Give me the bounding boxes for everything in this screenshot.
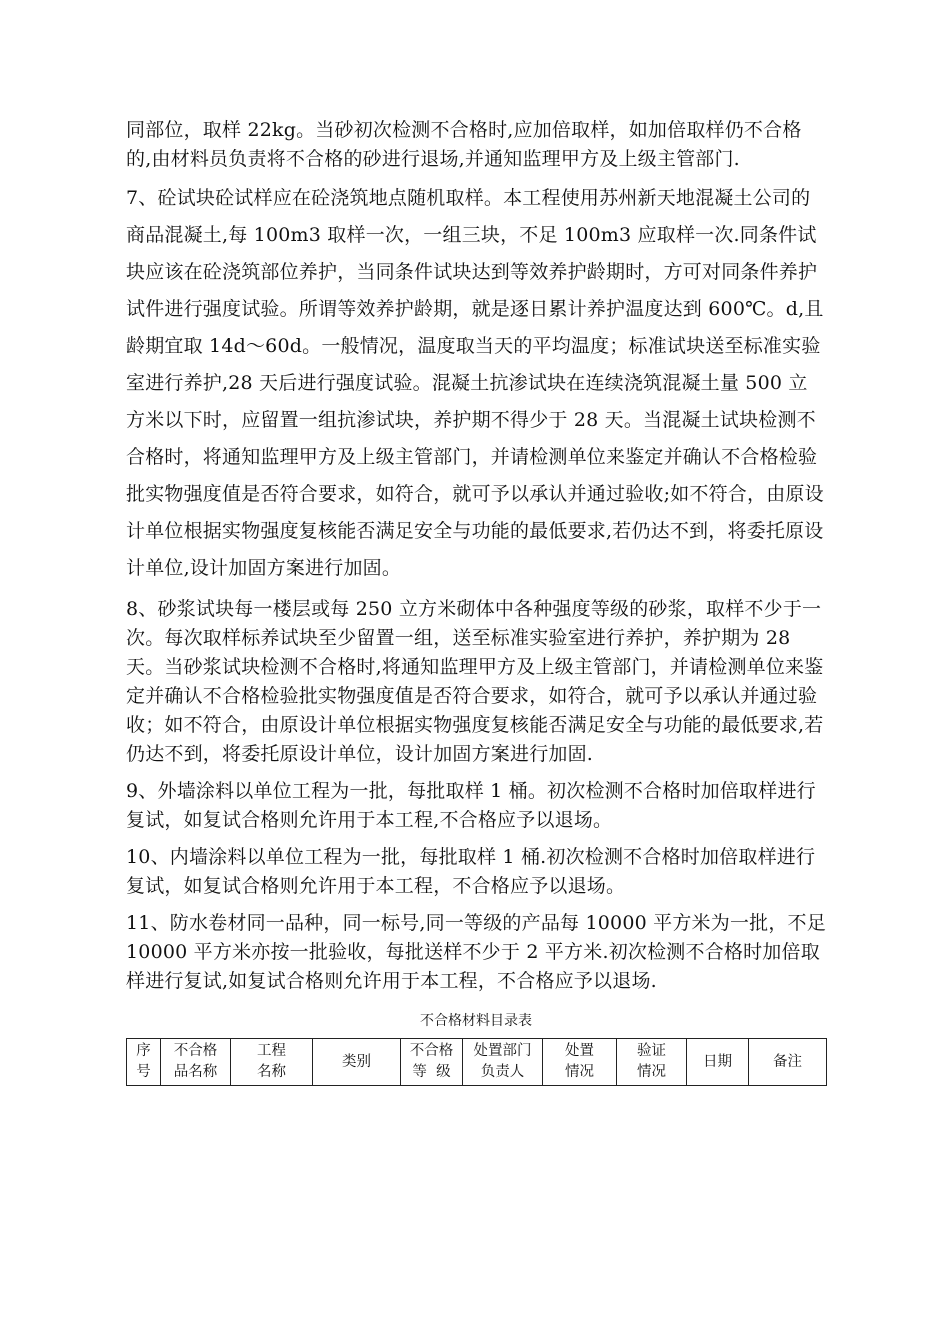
header-date: 日期 (687, 1039, 749, 1086)
header-disposal-status: 处置 情况 (543, 1039, 617, 1086)
header-nonconformity-grade: 不合格 等 级 (401, 1039, 463, 1086)
table-caption: 不合格材料目录表 (420, 1013, 532, 1029)
header-verification-status: 验证 情况 (617, 1039, 687, 1086)
paragraph-interior-paint: 10、内墙涂料以单位工程为一批，每批取样 1 桶.初次检测不合格时加倍取样进行复试，如复试合格则允许用于本工程，不合格应予以退场。 (126, 846, 816, 897)
document-page (126, 116, 826, 1086)
header-nonconforming-item-name: 不合格 品名称 (161, 1039, 231, 1086)
nonconforming-material-table (126, 1038, 827, 1086)
header-category: 类别 (313, 1039, 401, 1086)
paragraph-sand-sampling: 同部位，取样 22kg。当砂初次检测不合格时,应加倍取样，如加倍取样仍不合格的,由材料员负责将不合格的砂进行退场,并通知监理甲方及上级主管部门. (126, 119, 802, 170)
header-remarks: 备注 (749, 1039, 827, 1086)
paragraph-waterproof-membrane: 11、防水卷材同一品种，同一标号,同一等级的产品每 10000 平方米为一批，不足 10000 平方米亦按一批验收，每批送样不少于 2 平方米.初次检测不合格时加倍取样进行复试,如复试合格则允许用于本工程，不合格应予以退场. (126, 912, 826, 992)
header-project-name: 工程 名称 (231, 1039, 313, 1086)
header-disposal-department: 处置部门 负责人 (463, 1039, 543, 1086)
table-header-row (127, 1039, 827, 1086)
paragraph-concrete-test-block: 7、砼试块砼试样应在砼浇筑地点随机取样。本工程使用苏州新天地混凝土公司的商品混凝土,每 100m3 取样一次，一组三块，不足 100m3 应取样一次.同条件试块应该在砼浇筑部位养护，当同条件试块达到等效养护龄期时，方可对同条件养护试件进行强度试验。所谓等效养护龄期，就是逐日累计养护温度达到 600℃。d,且龄期宜取 14d～60d。一般情况，温度取当天的平均温度；标准试块送至标准实验室进行养护,28 天后进行强度试验。混凝土抗渗试块在连续浇筑混凝土量 500 立方米以下时，应留置一组抗渗试块，养护期不得少于 28 天。当混凝土试块检测不合格时，将通知监理甲方及上级主管部门，并请检测单位来鉴定并确认不合格检验批实物强度值是否符合要求，如符合，就可予以承认并通过验收;如不符合，由原设计单位根据实物强度复核能否满足安全与功能的最低要求,若仍达不到，将委托原设计单位,设计加固方案进行加固。 (126, 187, 824, 579)
paragraph-exterior-paint: 9、外墙涂料以单位工程为一批，每批取样 1 桶。初次检测不合格时加倍取样进行复试，如复试合格则允许用于本工程,不合格应予以退场。 (126, 780, 816, 831)
paragraph-mortar-test-block: 8、砂浆试块每一楼层或每 250 立方米砌体中各种强度等级的砂浆，取样不少于一次。每次取样标养试块至少留置一组，送至标准实验室进行养护，养护期为 28 天。当砂浆试块检测不合格时,将通知监理甲方及上级主管部门，并请检测单位来鉴定并确认不合格检验批实物强度值是否符合要求，如符合，就可予以承认并通过验收；如不符合，由原设计单位根据实物强度复核能否满足安全与功能的最低要求,若仍达不到，将委托原设计单位，设计加固方案进行加固. (126, 598, 824, 765)
header-serial-number: 序 号 (127, 1039, 161, 1086)
